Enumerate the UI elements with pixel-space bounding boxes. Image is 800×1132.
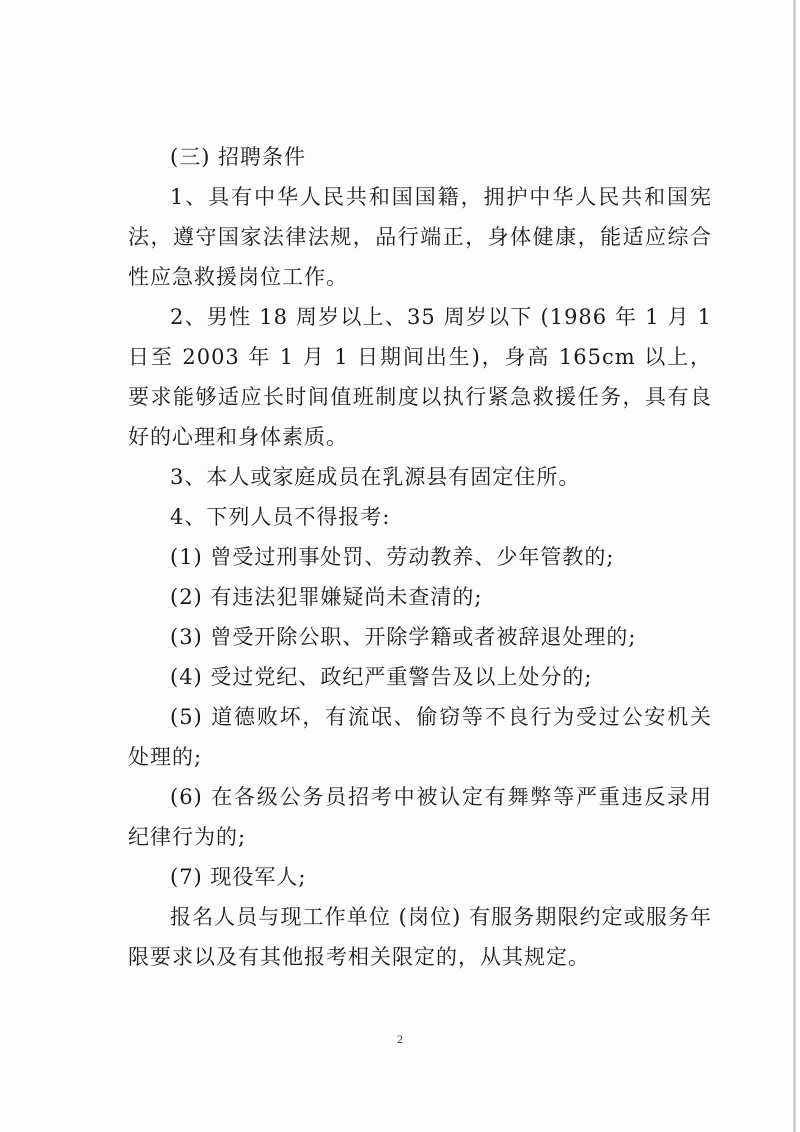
service-period-note: 报名人员与现工作单位 (岗位) 有服务期限约定或服务年限要求以及有其他报考相关限定的，从其规定。 bbox=[128, 905, 712, 969]
exclusion-item-7: (7) 现役军人; bbox=[170, 865, 307, 889]
exclusion-item-5: (5) 道德败坏，有流氓、偷窃等不良行为受过公安机关处理的; bbox=[128, 705, 712, 769]
condition-3-residence: 3、本人或家庭成员在乳源县有固定住所。 bbox=[170, 465, 581, 489]
condition-4-exclusions-heading: 4、下列人员不得报考: bbox=[170, 505, 391, 529]
exclusion-item-6: (6) 在各级公务员招考中被认定有舞弊等严重违反录用纪律行为的; bbox=[128, 785, 712, 849]
exclusion-item-3: (3) 曾受开除公职、开除学籍或者被辞退处理的; bbox=[170, 625, 637, 649]
document-body bbox=[128, 137, 712, 977]
exclusion-item-2: (2) 有违法犯罪嫌疑尚未查清的; bbox=[170, 585, 483, 609]
condition-1-nationality: 1、具有中华人民共和国国籍，拥护中华人民共和国宪法，遵守国家法律法规，品行端正，身体健康，能适应综合性应急救援岗位工作。 bbox=[128, 185, 712, 289]
exclusion-item-4: (4) 受过党纪、政纪严重警告及以上处分的; bbox=[170, 665, 593, 689]
condition-2-age-height: 2、男性 18 周岁以上、35 周岁以下 (1986 年 1 月 1 日至 2003 年 1 月 1 日期间出生)，身高 165cm 以上，要求能够适应长时间值班制度以执行紧急救援任务，具有良好的心理和身体素质。 bbox=[128, 305, 712, 449]
exclusion-item-1: (1) 曾受过刑事处罚、劳动教养、少年管教的; bbox=[170, 545, 615, 569]
section-heading-recruitment-conditions: (三) 招聘条件 bbox=[170, 145, 307, 169]
page-number: 2 bbox=[397, 1032, 403, 1046]
scan-edge-shadow bbox=[793, 0, 796, 1132]
